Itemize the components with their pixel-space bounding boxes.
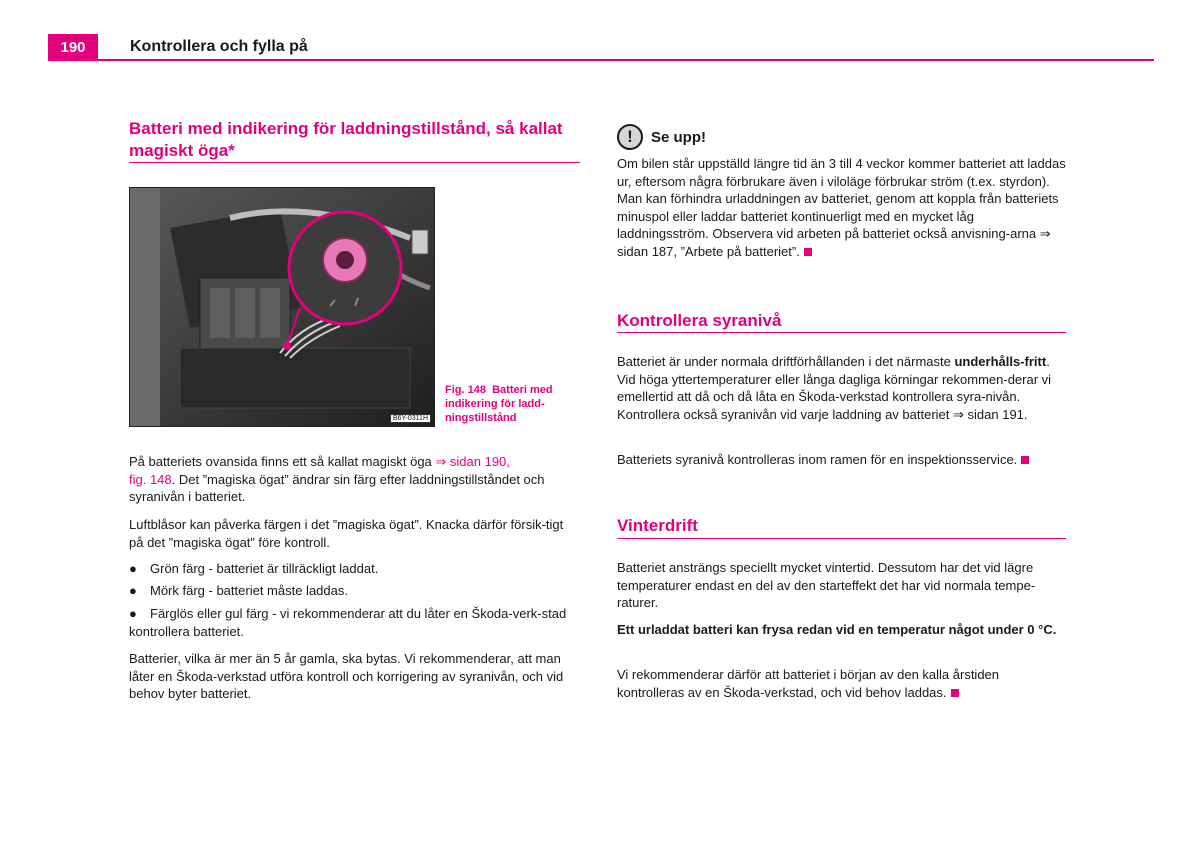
heading-rule bbox=[617, 332, 1066, 333]
acid-bold: underhålls-fritt bbox=[954, 354, 1047, 369]
intro-text-rest: . Det ”magiska ögat” ändrar sin färg efter laddningstillståndet och syranivån i batteriet. bbox=[129, 471, 545, 504]
figure-battery-magic-eye bbox=[129, 187, 435, 427]
inspection-text: Batteriets syranivå kontrolleras inom ramen för en inspektionsservice. bbox=[617, 452, 1018, 467]
paragraph-freeze-warning: Ett urladdat batteri kan frysa redan vid en temperatur något under 0 °C. bbox=[617, 622, 1057, 637]
section-heading-magic-eye: Batteri med indikering för laddningstillstånd, så kallat magiskt öga* bbox=[129, 119, 563, 160]
warning-text bbox=[617, 155, 1067, 260]
end-mark-icon bbox=[804, 248, 812, 256]
page-number: 190 bbox=[48, 34, 98, 61]
list-item-text: Färglös eller gul färg - vi rekommenderar att du låter en Škoda-verk-stad kontrollera batteriet. bbox=[129, 606, 567, 639]
header-rule bbox=[48, 59, 1154, 61]
intro-text: På batteriets ovansida finns ett så kallat magiskt öga bbox=[129, 454, 436, 469]
paragraph-acid-level bbox=[617, 353, 1067, 423]
list-item bbox=[129, 605, 574, 640]
bullet-dot: ● bbox=[129, 606, 137, 621]
link-fig-148[interactable]: fig. 148 bbox=[129, 471, 172, 487]
paragraph-air-bubbles: Luftblåsor kan påverka färgen i det ”magiska ögat”. Knacka därför försik-tigt på det ”magiska ögat” före kontroll. bbox=[129, 517, 564, 550]
link-page-190[interactable]: ⇒ sidan 190, bbox=[435, 454, 510, 469]
figure-code: B6Y-0311H bbox=[390, 414, 431, 423]
end-mark-icon bbox=[1021, 456, 1029, 464]
exclamation-icon: ! bbox=[617, 124, 643, 150]
bullet-dot: ● bbox=[129, 583, 137, 598]
paragraph-winter: Batteriet ansträngs speciellt mycket vintertid. Dessutom har det vid lägre temperaturer endast en del av den starteffekt det har vid normala tempe-raturer. bbox=[617, 560, 1036, 610]
paragraph-replace-old: Batterier, vilka är mer än 5 år gamla, ska bytas. Vi rekommenderar, att man låter en Škoda-verkstad utföra kontroll och korrigering av syranivån, och vid behov byter batteriet. bbox=[129, 651, 564, 701]
running-title: Kontrollera och fylla på bbox=[130, 38, 308, 55]
heading-rule bbox=[129, 162, 580, 163]
section-heading-winter: Vinterdrift bbox=[617, 516, 698, 535]
figure-caption bbox=[445, 383, 575, 425]
paragraph-winter-check bbox=[617, 666, 1067, 701]
heading-rule bbox=[617, 538, 1066, 539]
list-item bbox=[129, 582, 580, 600]
section-heading-acid-level: Kontrollera syranivå bbox=[617, 311, 782, 330]
battery-photo-illustration bbox=[130, 188, 434, 426]
acid-text: Batteriet är under normala driftförhållanden i det närmaste bbox=[617, 354, 955, 369]
paragraph-inspection bbox=[617, 451, 1067, 469]
paragraph-magic-eye-intro bbox=[129, 453, 580, 506]
figure-caption-label: Fig. 148 bbox=[445, 384, 486, 396]
warning-heading bbox=[617, 124, 706, 150]
warning-body: Om bilen står uppställd längre tid än 3 till 4 veckor kommer batteriet att laddas ur, eftersom några förbrukare även i viloläge förbrukar ström (t.ex. styrdon). Man kan förhindra urladdningen av batteriet, genom att koppla från batteriets minuspol eller laddar batteriet kontinuerligt med en mycket låg laddningsström. Observera vid arbeten på batteriet också anvisning-arna ⇒ sidan 187, ”Arbete på batteriet”. bbox=[617, 156, 1066, 259]
end-mark-icon bbox=[951, 689, 959, 697]
warning-title: Se upp! bbox=[651, 128, 706, 146]
list-item bbox=[129, 560, 580, 578]
bullet-dot: ● bbox=[129, 561, 137, 576]
list-item-text: Mörk färg - batteriet måste laddas. bbox=[150, 583, 348, 598]
list-item-text: Grön färg - batteriet är tillräckligt laddat. bbox=[150, 561, 379, 576]
winter-check-text: Vi rekommenderar därför att batteriet i början av den kalla årstiden kontrolleras av en Škoda-verkstad, och vid behov laddas. bbox=[617, 667, 1000, 700]
acid-text-rest: . Vid höga yttertemperaturer eller långa dagliga körningar rekommen-derar vi emellertid att då och då låta en Škoda-verkstad kontrollera syra-nivån. Kontrollera också syranivån vid varje laddning av batteriet ⇒ sidan 191. bbox=[617, 354, 1052, 422]
figure-caption-text: Batteri med indikering för ladd-ningstillstånd bbox=[445, 384, 553, 424]
